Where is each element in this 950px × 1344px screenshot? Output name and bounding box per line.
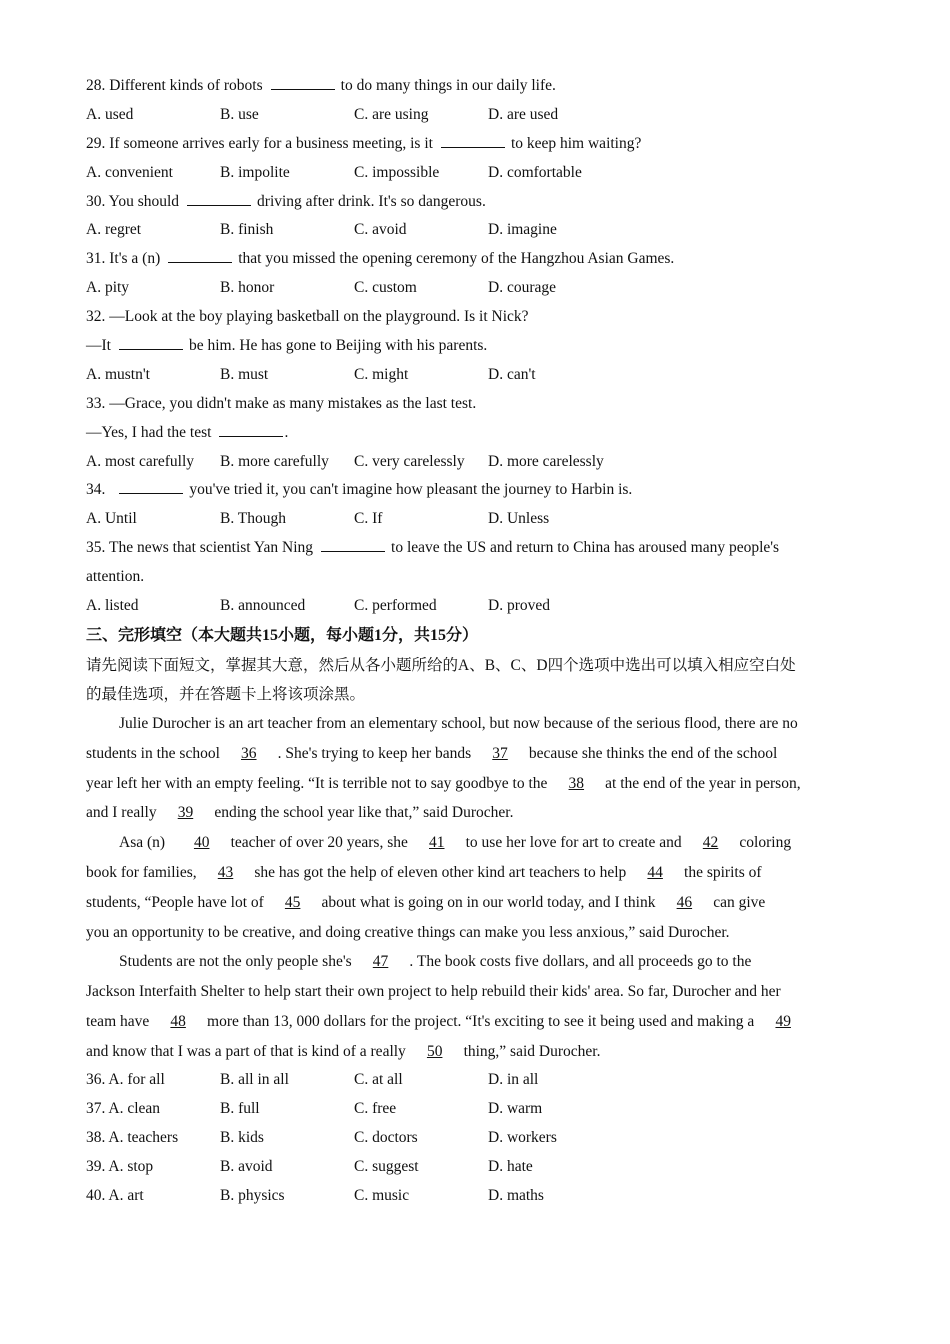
- passage-line: [86, 888, 876, 918]
- passage-text: Julie Durocher is an art teacher from an elementary school, but now because of the serious flood, there are no: [119, 714, 798, 732]
- passage-text: thing,” said Durocher.: [459, 1042, 601, 1060]
- passage-line: [86, 1037, 876, 1067]
- passage-text: Asa (n): [119, 834, 177, 852]
- passage-text: you an opportunity to be creative, and doing creative things can make you less anxious,” said Durocher.: [86, 923, 730, 941]
- option-b: B. impolite: [220, 163, 290, 181]
- question-32-line1: 32. —Look at the boy playing basketball on the playground. Is it Nick?: [86, 308, 529, 326]
- question-32: [86, 332, 876, 361]
- question-stem: —It: [86, 337, 111, 355]
- question-stem: to leave the US and return to China has aroused many people's: [391, 539, 780, 557]
- option-d: D. hate: [488, 1158, 533, 1176]
- answer-blank: [187, 189, 251, 206]
- section-heading: 三、完形填空（本大题共15小题，每小题1分，共15分）: [86, 626, 479, 644]
- passage-text: . The book costs five dollars, and all proceeds go to the: [405, 953, 752, 971]
- option-b: B. kids: [220, 1129, 264, 1147]
- options-29: [86, 159, 876, 188]
- passage-text: students, “People have lot of: [86, 893, 268, 911]
- answer-blank: [441, 131, 505, 148]
- exam-page: [86, 72, 876, 1211]
- passage-text: she has got the help of eleven other kind art teachers to help: [250, 863, 631, 881]
- passage-text: at the end of the year in person,: [601, 774, 801, 792]
- answer-blank: [168, 246, 232, 263]
- option-c: C. very carelessly: [354, 452, 465, 470]
- blank-number: 46: [676, 893, 693, 911]
- option-b: B. all in all: [220, 1071, 289, 1089]
- options-32: [86, 361, 876, 390]
- option-c: C. custom: [354, 279, 417, 297]
- question-stem: 28. Different kinds of robots: [86, 77, 263, 94]
- cloze-options: [86, 1066, 876, 1210]
- answer-blank: [271, 73, 335, 90]
- question-stem: be him. He has gone to Beijing with his parents.: [188, 337, 488, 355]
- option-a: 36. A. for all: [86, 1071, 165, 1089]
- question-29: [86, 130, 876, 159]
- option-c: C. at all: [354, 1071, 403, 1089]
- blank-number: 39: [177, 804, 194, 822]
- blank-number: 50: [426, 1042, 443, 1060]
- question-33-line1: 33. —Grace, you didn't make as many mistakes as the last test.: [86, 394, 477, 412]
- passage-line: [86, 1007, 876, 1037]
- passage-text: year left her with an empty feeling. “It is terrible not to say goodbye to the: [86, 774, 552, 792]
- option-c: C. music: [354, 1187, 410, 1205]
- option-b: B. physics: [220, 1187, 285, 1205]
- cloze-option-row: [86, 1182, 876, 1211]
- passage-text: to use her love for art to create and: [461, 834, 686, 852]
- question-34: [86, 476, 876, 505]
- option-c: C. If: [354, 510, 383, 528]
- option-a: A. Until: [86, 510, 137, 528]
- option-c: C. doctors: [354, 1129, 418, 1147]
- option-a: 37. A. clean: [86, 1100, 161, 1118]
- answer-blank: [119, 333, 183, 350]
- blank-number: 42: [702, 834, 719, 852]
- passage-line: [86, 977, 876, 1007]
- question-stem: —Yes, I had the test: [86, 423, 212, 441]
- option-b: B. Though: [220, 510, 287, 528]
- question-stem: to do many things in our daily life.: [340, 77, 556, 94]
- question-35: [86, 534, 876, 563]
- passage-text: because she thinks the end of the school: [525, 744, 778, 762]
- passage-text: coloring: [735, 834, 792, 852]
- option-a: A. used: [86, 105, 134, 123]
- option-d: D. Unless: [488, 510, 550, 528]
- option-a: 38. A. teachers: [86, 1129, 179, 1147]
- passage-line: [86, 798, 876, 828]
- option-b: B. honor: [220, 279, 275, 297]
- question-stem: that you missed the opening ceremony of the Hangzhou Asian Games.: [238, 250, 675, 268]
- cloze-option-row: [86, 1095, 876, 1124]
- question-stem: .: [284, 423, 289, 441]
- option-d: D. are used: [488, 105, 559, 123]
- instruction-line: 请先阅读下面短文，掌握其大意，然后从各小题所给的A、B、C、D四个选项中选出可以填入相应空白处: [86, 656, 796, 674]
- blank-number: 49: [775, 1012, 791, 1030]
- passage-line: [86, 769, 876, 799]
- passage-text: about what is going on in our world today, and I think: [317, 893, 660, 911]
- option-d: D. maths: [488, 1187, 544, 1205]
- option-c: C. suggest: [354, 1158, 419, 1176]
- passage-text: . She's trying to keep her bands: [273, 744, 476, 762]
- option-c: C. avoid: [354, 221, 407, 239]
- cloze-option-row: [86, 1153, 876, 1182]
- option-a: A. most carefully: [86, 452, 195, 470]
- option-c: C. are using: [354, 105, 429, 123]
- passage-text: teacher of over 20 years, she: [226, 834, 412, 852]
- option-c: C. free: [354, 1100, 397, 1118]
- question-stem: driving after drink. It's so dangerous.: [257, 192, 486, 210]
- passage-text: more than 13, 000 dollars for the project. “It's exciting to see it being used and making a: [203, 1012, 759, 1030]
- passage-line: [86, 858, 876, 888]
- cloze-passage: [86, 709, 876, 1067]
- passage-text: can give: [709, 893, 766, 911]
- passage-line: [86, 947, 876, 977]
- question-stem: 31. It's a (n): [86, 250, 161, 268]
- option-a: A. pity: [86, 279, 130, 297]
- option-c: C. might: [354, 365, 409, 383]
- passage-line: [86, 828, 876, 858]
- option-d: D. imagine: [488, 221, 557, 239]
- answer-blank: [321, 535, 385, 552]
- passage-text: the spirits of: [680, 863, 762, 881]
- option-c: C. impossible: [354, 163, 440, 181]
- options-30: [86, 216, 876, 245]
- question-stem: to keep him waiting?: [510, 134, 642, 152]
- option-d: D. more carelessly: [488, 452, 604, 470]
- question-35-line2: attention.: [86, 568, 145, 586]
- passage-line: [86, 739, 876, 769]
- cloze-option-row: [86, 1124, 876, 1153]
- option-b: B. more carefully: [220, 452, 329, 470]
- instruction-line: 的最佳选项，并在答题卡上将该项涂黑。: [86, 685, 366, 703]
- option-b: B. avoid: [220, 1158, 273, 1176]
- option-b: B. use: [220, 105, 259, 123]
- blank-number: 45: [284, 893, 301, 911]
- passage-text: team have: [86, 1012, 154, 1030]
- option-d: D. warm: [488, 1100, 543, 1118]
- question-28: [86, 72, 876, 101]
- question-33: [86, 419, 876, 448]
- option-d: D. workers: [488, 1129, 557, 1147]
- passage-text: Jackson Interfaith Shelter to help start their own project to help rebuild their kids' area. So far, Durocher and her: [86, 983, 781, 1001]
- blank-number: 40: [193, 834, 210, 852]
- blank-number: 44: [647, 863, 663, 881]
- passage-line: [86, 918, 876, 948]
- options-31: [86, 274, 876, 303]
- options-33: [86, 448, 876, 477]
- option-d: D. comfortable: [488, 163, 582, 181]
- options-35: [86, 592, 876, 621]
- answer-blank: [219, 420, 283, 437]
- question-stem: you've tried it, you can't imagine how pleasant the journey to Harbin is.: [189, 481, 633, 499]
- option-a: A. mustn't: [86, 365, 150, 383]
- question-stem: 34.: [86, 481, 106, 499]
- option-a: A. convenient: [86, 163, 173, 181]
- option-d: D. courage: [488, 279, 556, 297]
- blank-number: 37: [492, 744, 508, 762]
- passage-text: students in the school: [86, 744, 224, 762]
- question-stem: 30. You should: [86, 192, 180, 210]
- option-a: 39. A. stop: [86, 1158, 154, 1176]
- passage-text: ending the school year like that,” said Durocher.: [210, 804, 514, 822]
- option-b: B. full: [220, 1100, 260, 1118]
- cloze-option-row: [86, 1066, 876, 1095]
- option-b: B. must: [220, 365, 269, 383]
- passage-text: and know that I was a part of that is kind of a really: [86, 1042, 410, 1060]
- question-stem: 29. If someone arrives early for a business meeting, is it: [86, 134, 433, 152]
- question-30: [86, 188, 876, 217]
- option-d: D. can't: [488, 365, 536, 383]
- option-a: 40. A. art: [86, 1187, 144, 1205]
- passage-line: [86, 709, 876, 739]
- blank-number: 48: [170, 1012, 186, 1030]
- question-stem: 35. The news that scientist Yan Ning: [86, 539, 314, 557]
- option-b: B. finish: [220, 221, 274, 239]
- option-d: D. in all: [488, 1071, 539, 1089]
- option-a: A. listed: [86, 597, 139, 615]
- passage-text: and I really: [86, 804, 161, 822]
- option-b: B. announced: [220, 597, 306, 615]
- blank-number: 41: [429, 834, 445, 852]
- option-d: D. proved: [488, 597, 550, 615]
- blank-number: 38: [568, 774, 585, 792]
- section-instruction: [86, 651, 876, 709]
- answer-blank: [119, 477, 183, 494]
- options-28: [86, 101, 876, 130]
- blank-number: 36: [241, 744, 257, 762]
- passage-text: Students are not the only people she's: [119, 953, 356, 971]
- passage-text: book for families,: [86, 863, 201, 881]
- option-c: C. performed: [354, 597, 437, 615]
- options-34: [86, 505, 876, 534]
- blank-number: 43: [217, 863, 234, 881]
- question-31: [86, 245, 876, 274]
- option-a: A. regret: [86, 221, 142, 239]
- blank-number: 47: [372, 953, 389, 971]
